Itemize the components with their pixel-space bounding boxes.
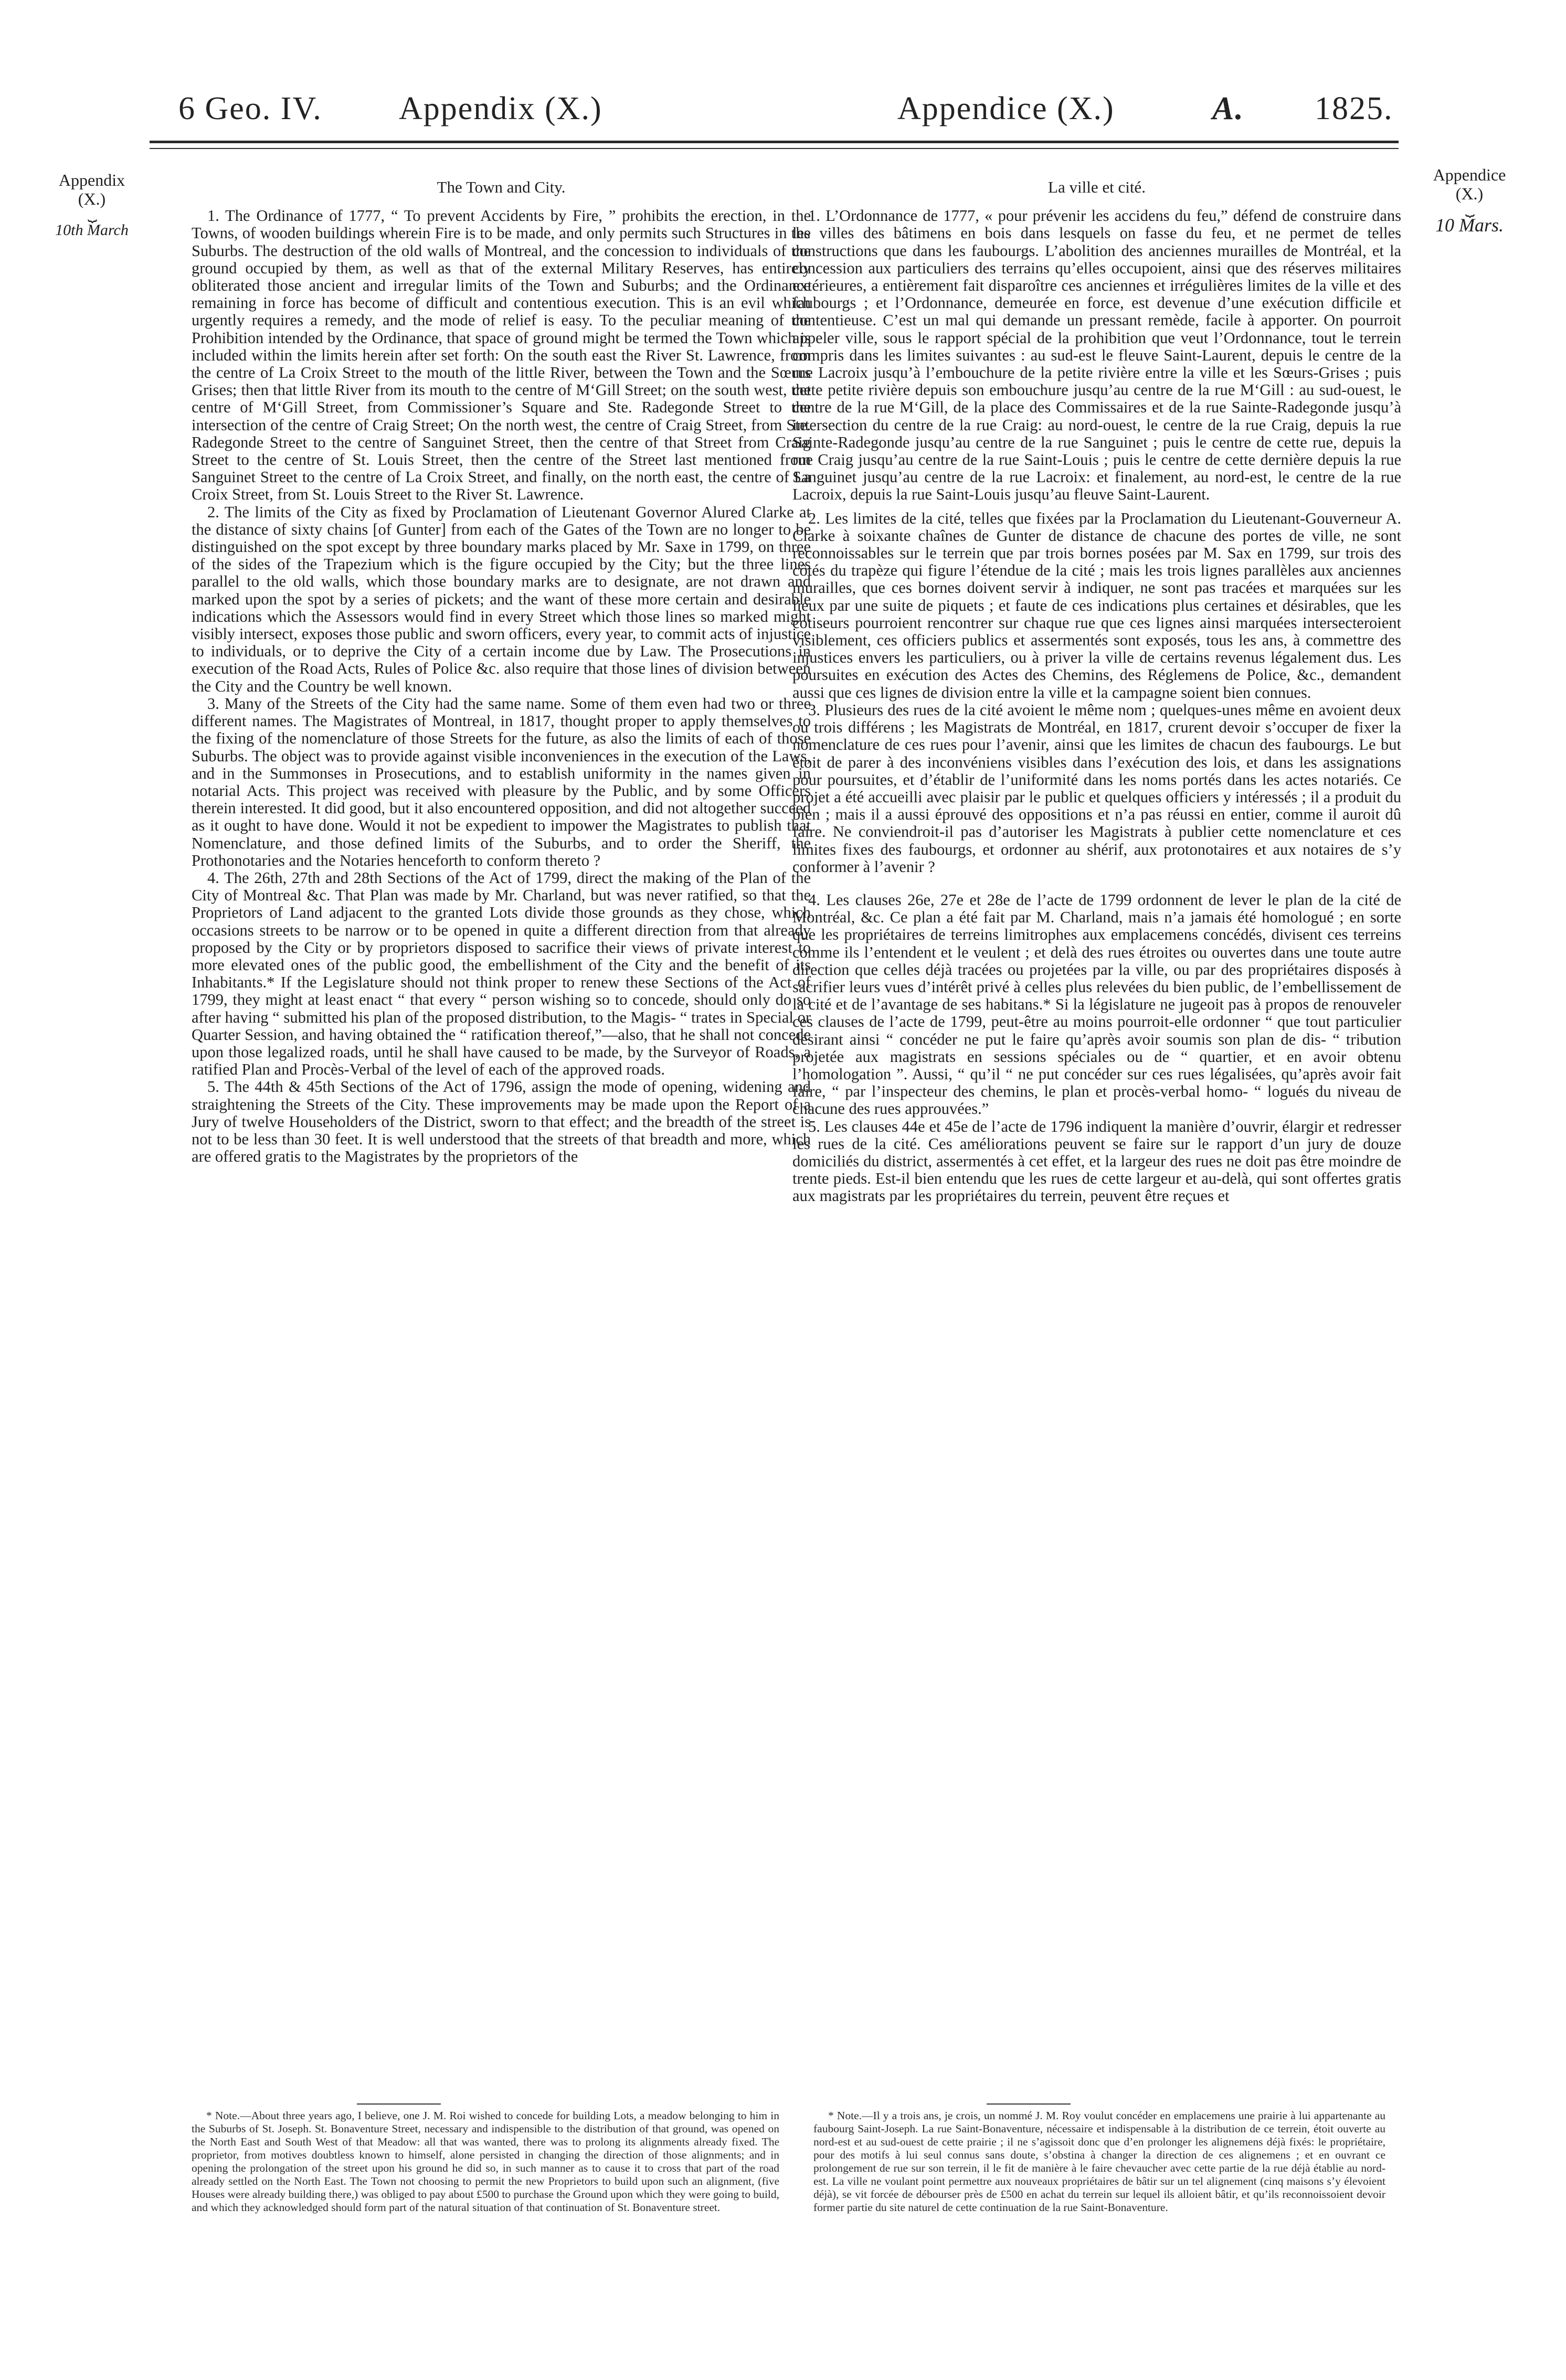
french-column [792, 178, 1401, 1205]
header-appendix-french: Appendice (X.) [897, 91, 1115, 126]
margin-note-right [1414, 165, 1525, 235]
french-paragraph-3: 3. Plusieurs des rues de la cité avoient le même nom ; quelques-unes même en avoient deux ou trois différens ; les Magistrats de Montréal, en 1817, crurent devoir s’occuper de fixer la nomenclature de ces rues pour l’avenir, ainsi que les limites de chacun des faubourgs. Le but étoit de parer à des inconvéniens visibles dans l’exécution des lois, et dans les assignations pour poursuites, et d’établir de l’uniformité dans les noms portés dans les actes notariés. Ce projet a été accueilli avec plaisir par le public et quelques officiers y intéressés ; il a produit du bien ; mais il a aussi éprouvé des oppositions et n’a pas réussi en entier, comme il auroit dû faire. Ne conviendroit-il pas d’autoriser les Magistrats à publier cette nomenclature et ces limites fixes des faubourgs, et ordonner au shérif, aux protonotaires et aux notaires de s’y conformer à l’avenir ? [792, 700, 1401, 876]
english-paragraph-4: 4. The 26th, 27th and 28th Sections of the Act of 1799, direct the making of the Plan of the City of Montreal &c. That Plan was made by Mr. Charland, but was never ratified, so that the Proprietors of Land adjacent to the granted Lots divide those grounds as they chose, which occasions streets to be narrow or to be opened in quite a different direction from that already proposed by the City or by proprietors disposed to sacrifice their views of private interest to more elevated ones of the public good, the embellishment of the City and the benefit of its Inhabitants.* If the Legislature should not think proper to renew these Sections of the Act of 1799, they might at least enact “ that every “ person wishing so to concede, should only do so after having “ submitted his plan of the proposed distribution, to the Magis- “ trates in Special or Quarter Session, and having obtained the “ ratification thereof,”—also, that he shall not concede upon those legalized roads, until he shall have caused to be made, by the Surveyor of Roads, a ratified Plan and Procès-Verbal of the level of each of the approved roads. [192, 868, 811, 1079]
french-paragraph-2: 2. Les limites de la cité, telles que fixées par la Proclamation du Lieutenant-Gouverneur A. Clarke à soixante chaînes de Gunter de distance de chacune des portes de ville, ne sont reconnoissables sur le terrein que par trois bornes posées par M. Sax en 1799, sur trois des côtés du trapèze qui figure l’étendue de la cité ; mais les trois lignes parallèles aux anciennes murailles, que ces bornes doivent servir à indiquer, ne sont pas tracées et marquées sur les lieux par une suite de piquets ; et faute de ces indications plus certaines et désirables, que les cotiseurs pourroient rencontrer sur chaque rue que ces lignes ainsi marquées intersecteroient visiblement, ces officiers publics et assermentés sont exposés, tous les ans, à commettre des injustices envers les particuliers, ou à priver la ville de certains revenus légalement dus. Les poursuites en exécution des Actes des Chemins, des Réglemens de Police, &c., demandent aussi que ces lignes de division entre la ville et la campagne soient bien connues. [792, 509, 1401, 702]
margin-note-left [47, 171, 136, 240]
english-paragraph-3: 3. Many of the Streets of the City had the same name. Some of them even had two or three different names. The Magistrates of Montreal, in 1817, thought proper to apply themselves to the fixing of the nomenclature of those Streets for the future, as also the limits of each of those Suburbs. The object was to provide against visible inconveniences in the execution of the Laws, and in the Summonses in Prosecutions, and to establish uniformity in the names given in notarial Acts. This project was received with pleasure by the Public, and by some Officers therein interested. It did good, but it also encountered opposition, and did not altogether succeed as it ought to have done. Would it not be expedient to impower the Magistrates to publish that Nomenclature, and those defined limits of the Suburbs, and to order the Sheriff, the Prothonotaries and the Notaries henceforth to conform thereto ? [192, 694, 811, 869]
brace-icon: ⏟ [88, 205, 96, 222]
margin-label: Appendice [1433, 165, 1506, 184]
footnote-rule [357, 2103, 441, 2105]
french-footnote-text: * Note.—Il y a trois ans, je crois, un nommé J. M. Roy voulut concéder en emplacemens une prairie à lui appartenante au faubourg Saint-Joseph. La rue Saint-Bonaventure, nécessaire et indispensable à la distribution de ce terrein, étoit ouverte au nord-est et au sud-ouest de cette prairie ; il ne s’agissoit donc que d’en prolonger les alignemens déjà fixés: le propriétaire, pour des motifs à lui seul connus sans doute, s’obstina à changer la direction de ces alignemens ; et en ouvrant ce prolongement de rue sur son terrein, il le fit de manière à le faire chevaucher avec cette partie de la rue déjà établie au nord-est. La ville ne voulant point permettre aux nouveaux propriétaires de bâtir sur un tel alignement (cinq maisons s’y élevoient déjà), se vit forcée de débourser près de £500 en achat du terrein sur lequel ils alloient bâtir, et qu’ils reconnoissoient devoir former partie du site naturel de cette continuation de la rue Saint-Bonaventure. [813, 2109, 1385, 2214]
french-section-title: La ville et cité. [1048, 178, 1146, 196]
english-section-title: The Town and City. [437, 178, 566, 196]
header-appendix-english: Appendix (X.) [399, 91, 602, 126]
french-paragraph-1: 1. L’Ordonnance de 1777, « pour prévenir les accidens du feu,” défend de construire dans les villes des bâtimens en bois dans lesquels on fasse du feu, et ne permet de telles constructions que dans les faubourgs. L’abolition des anciennes murailles de Montréal, et la concession aux particuliers des terrains qu’elles occupoient, ainsi que des réserves militaires extérieures, a entièrement fait disparoître ces anciennes et irrégulières limites de la ville et des faubourgs ; et l’Ordonnance, demeurée en force, est devenue d’une exécution difficile et contentieuse. C’est un mal qui demande un pressant remède, facile à apporter. On pourroit appeler ville, sous le rapport spécial de la prohibition que veut l’Ordonnance, tout le terrein compris dans les limites suivantes : au sud-est le fleuve Saint-Laurent, depuis le centre de la rue Lacroix jusqu’à l’embouchure de la petite rivière entre la ville et les Sœurs-Grises ; puis cette petite rivière depuis son embouchure jusqu’au centre de la rue M‘Gill : au sud-ouest, le centre de la rue M‘Gill, de la place des Commissaires et de la rue Sainte-Radegonde jusqu’à intersection du centre de la rue Craig: au nord-ouest, le centre de la rue Craig, depuis la rue Sainte-Radegonde jusqu’au centre de la rue Sanguinet ; puis le centre de cette rue, depuis la rue Craig jusqu’au centre de la rue Saint-Louis ; puis le centre de cette dernière depuis la rue Sanguinet jusqu’au centre de la rue Lacroix: et finalement, au nord-est, le centre de la rue Lacroix, depuis la rue Saint-Louis jusqu’au fleuve Saint-Laurent. [792, 207, 1401, 504]
english-paragraph-1: 1. The Ordinance of 1777, “ To prevent Accidents by Fire, ” prohibits the erection, in the Towns, of wooden buildings wherein Fire is to be made, and only permits such Structures in the Suburbs. The destruction of the old walls of Montreal, and the concession to individuals of the ground occupied by them, as well as that of the external Military Reserves, has entirely obliterated those ancient and irregular limits of the Town and Suburbs; and the Ordinance remaining in force has become of difficult and contentious execution. This is an evil which urgently requires a remedy, and the mode of relief is easy. To the peculiar meaning of the Prohibition intended by the Ordinance, that space of ground might be termed the Town which is included within the limits herein after set forth: On the south east the River St. Lawrence, from the centre of La Croix Street to the mouth of the little River, between the Town and the Sœurs Grises; then that little River from its mouth to the centre of M‘Gill Street; on the south west, the centre of M‘Gill Street, from Commissioner’s Square and Ste. Radegonde Street to the intersection of the centre of Craig Street; On the north west, the centre of Craig Street, from Ste. Radegonde Street to the centre of Sanguinet Street, then the centre of that Street from Craig Street to the centre of St. Louis Street, then the centre of the Street last mentioned from Sanguinet Street to the centre of La Croix Street, and finally, on the north east, the centre of La Croix Street, from St. Louis Street to the River St. Lawrence. [192, 207, 811, 504]
french-footnote [813, 2109, 1385, 2214]
footnote-rule [987, 2103, 1071, 2105]
header-session: 6 Geo. IV. [178, 91, 322, 126]
margin-date: 10th March [55, 221, 129, 239]
english-footnote-text: * Note.—About three years ago, I believe, one J. M. Roi wished to concede for building Lots, a meadow belonging to him in the Suburbs of St. Joseph. St. Bonaventure Street, necessary and indispensible to the distribution of that ground, was opened on the North East and South West of that Meadow: all that was wanted, there was to prolong its alignments already fixed. The proprietor, from motives doubtless known to himself, alone persisted in changing the direction of those alignments; and in opening the prolongation of the street upon his ground he did so, in such manner as to cause it to cross that part of the road already settled on the North East. The Town not choosing to permit the new Proprietors to build upon such an alignment, (five Houses were already building there,) was obliged to pay about £500 to purchase the Ground upon which they were going to build, and which they acknowledged should form part of the natural situation of that continuation of St. Bonaventure street. [192, 2109, 779, 2214]
header-rule-thick [150, 141, 1399, 143]
margin-code: (X.) [1455, 184, 1484, 203]
margin-date: 10 Mars. [1435, 215, 1504, 236]
header-letter: A. [1212, 91, 1244, 126]
margin-code: (X.) [78, 189, 106, 208]
english-footnote [192, 2109, 779, 2214]
french-paragraph-5: 5. Les clauses 44e et 45e de l’acte de 1796 indiquent la manière d’ouvrir, élargir et redresser les rues de la cité. Ces améliorations peuvent se faire sur le rapport d’un jury de douze domiciliés du district, assermentés à cet effet, et la largeur des rues ne doit pas être moindre de trente pieds. Est-il bien entendu que les rues de cette largeur et au-delà, qui sont offertes gratis aux magistrats par les propriétaires du terrein, peuvent être reçues et [792, 1117, 1401, 1205]
margin-label: Appendix [58, 171, 125, 189]
english-paragraph-5: 5. The 44th & 45th Sections of the Act of 1796, assign the mode of opening, widening and straightening the Streets of the City. These improvements may be made upon the Report of a Jury of twelve Householders of the District, sworn to that effect; and the breadth of the street is not to be less than 30 feet. It is well understood that the streets of that breadth and more, which are offered gratis to the Magistrates by the proprietors of the [192, 1078, 811, 1166]
english-column [192, 178, 811, 1165]
english-paragraph-2: 2. The limits of the City as fixed by Proclamation of Lieutenant Governor Alured Clarke at the distance of sixty chains [of Gunter] from each of the Gates of the Town are no longer to be distinguished on the spot except by three boundary marks placed by Mr. Saxe in 1799, on three of the sides of the Trapezium which is the figure occupied by the City; but the three lines parallel to the old walls, which those boundary marks are to designate, are not drawn and marked upon the spot by a series of pickets; and the want of these more certain and desirable indications which the Assessors would find in every Street which those lines so marked might visibly intersect, exposes those public and sworn officers, every year, to commit acts of injustice to individuals, or to deprive the City of a certain income due by Law. The Prosecutions in execution of the Road Acts, Rules of Police &c. also require that those lines of division between the City and the Country be well known. [192, 503, 811, 695]
header-rule-thin [150, 148, 1399, 149]
header-year: 1825. [1315, 91, 1393, 126]
brace-icon: ⏟ [1465, 199, 1474, 217]
french-paragraph-4: 4. Les clauses 26e, 27e et 28e de l’acte de 1799 ordonnent de lever le plan de la cité de Montréal, &c. Ce plan a été fait par M. Charland, mais n’a jamais été homologué ; en sorte que les propriétaires de terreins limitrophes aux emplacemens concédés, divisent ces terreins comme ils l’entendent et le veulent ; et delà des rues étroites ou ouvertes dans une toute autre direction que celles déjà tracées ou projetées par la ville, ou par des propriétaires disposés à sacrifier leurs vues d’intérêt privé à celles plus relevées du bien public, de l’embellissement de la cité et de l’avantage de ses habitans.* Si la législature ne jugeoit pas à propos de renouveler ces clauses de l’acte de 1799, peut-être au moins pourroit-elle ordonner “ que tout particulier désirant ainsi “ concéder ne put le faire qu’après avoir soumis son plan de dis- “ tribution projetée aux magistrats en sessions spéciales ou de “ quartier, et en avoir obtenu l’homologation ”. Aussi, “ qu’il “ ne put concéder sur ces rues légalisées, qu’après avoir fait faire, “ par l’inspecteur des chemins, le plan et procès-verbal homo- “ logués du niveau de chacune des rues approuvées.” [792, 890, 1401, 1118]
